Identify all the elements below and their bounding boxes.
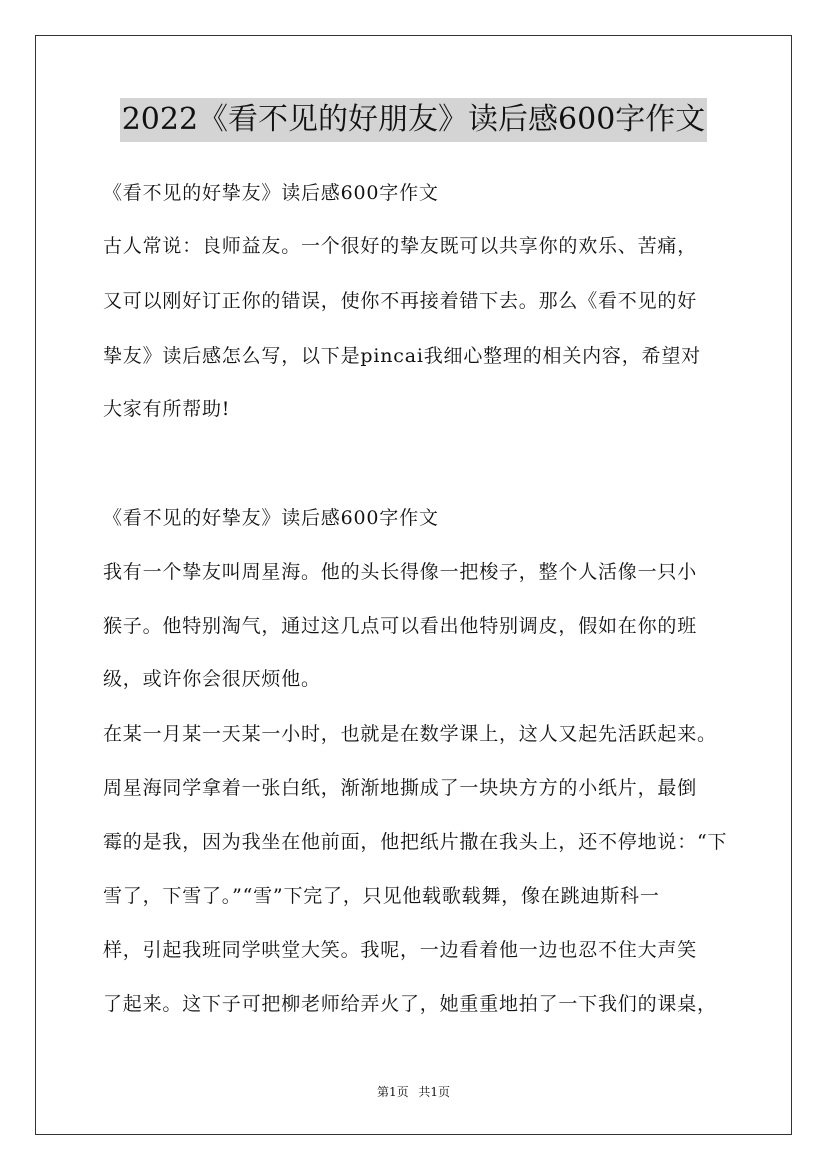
paragraph-line: 又可以刚好订正你的错误，使你不再接着错下去。那么《看不见的好 bbox=[103, 290, 698, 312]
paragraph-line: 大家有所帮助! bbox=[103, 398, 231, 420]
page-number: 第1页 bbox=[376, 1085, 409, 1099]
paragraph-line: 样，引起我班同学哄堂大笑。我呢，一边看着他一边也忍不住大声笑 bbox=[103, 939, 698, 961]
paragraph-line: 猴子。他特别淘气，通过这几点可以看出他特别调皮，假如在你的班 bbox=[103, 615, 698, 637]
paragraph-line: 挚友》读后感怎么写，以下是pincai我细心整理的相关内容，希望对 bbox=[103, 345, 701, 367]
paragraph-line: 了起来。这下子可把柳老师给弄火了，她重重地拍了一下我们的课桌， bbox=[103, 993, 717, 1015]
paragraph-line: 级，或许你会很厌烦他。 bbox=[103, 668, 321, 690]
subtitle-line: 《看不见的好挚友》读后感600字作文 bbox=[103, 507, 439, 529]
paragraph-line: 在某一月某一天某一小时，也就是在数学课上，这人又起先活跃起来。 bbox=[103, 723, 717, 745]
subtitle-line: 《看不见的好挚友》读后感600字作文 bbox=[103, 182, 439, 204]
title-container bbox=[0, 98, 827, 142]
page-total: 共1页 bbox=[418, 1085, 451, 1099]
paragraph-line: 古人常说：良师益友。一个很好的挚友既可以共享你的欢乐、苦痛， bbox=[103, 235, 698, 257]
document-title: 2022《看不见的好朋友》读后感600字作文 bbox=[120, 98, 708, 142]
paragraph-line: 雪了，下雪了。”“雪”下完了，只见他载歌载舞，像在跳迪斯科一 bbox=[103, 885, 660, 907]
paragraph-line: 周星海同学拿着一张白纸，渐渐地撕成了一块块方方的小纸片，最倒 bbox=[103, 777, 698, 799]
paragraph-line: 我有一个挚友叫周星海。他的头长得像一把梭子，整个人活像一只小 bbox=[103, 561, 698, 583]
paragraph-line: 霉的是我，因为我坐在他前面，他把纸片撒在我头上，还不停地说：“下 bbox=[103, 831, 728, 853]
page-footer bbox=[0, 1084, 827, 1100]
